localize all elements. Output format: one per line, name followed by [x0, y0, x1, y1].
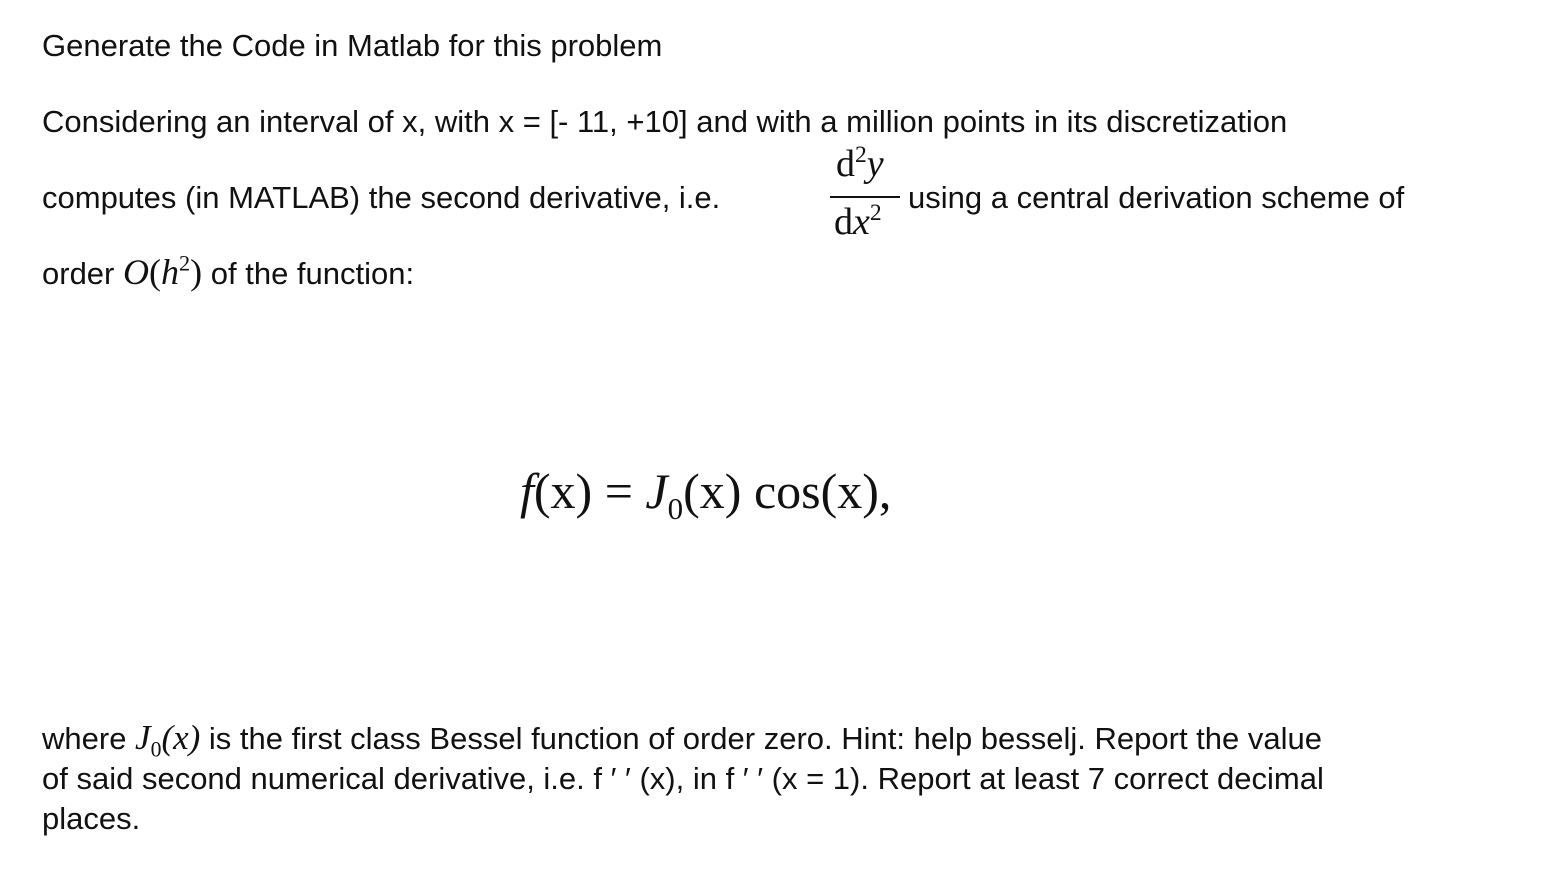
where-suffix: is the first class Bessel function of order zero. Hint: help besselj. Report the value: [200, 721, 1323, 756]
explanation-row-1: [42, 718, 1532, 762]
equation-bessel-order: 0: [667, 490, 684, 526]
inline-bessel-order: 0: [150, 737, 162, 762]
numerator-variable: y: [866, 143, 884, 185]
explanation-row-3: places.: [42, 801, 141, 836]
explanation-paragraph: [42, 718, 1532, 839]
inline-bessel-j: J: [135, 718, 151, 757]
equation-cos: cos: [741, 463, 821, 519]
equation-equals: =: [592, 463, 646, 519]
order-exponent: 2: [178, 250, 191, 276]
problem-title: Generate the Code in Matlab for this problem: [42, 28, 663, 63]
explanation-row-2: of said second numerical derivative, i.e. f ′ ′ (x), in f ′ ′ (x = 1). Report at least 7 correct decimal: [42, 761, 1324, 796]
second-derivative-fraction: [830, 142, 900, 248]
order-line: [42, 250, 415, 292]
inline-bessel: [135, 718, 201, 762]
order-close-paren: ): [190, 252, 203, 292]
computes-line-prefix: computes (in MATLAB) the second derivative, i.e.: [42, 180, 721, 215]
equation-bessel-j: J: [645, 463, 668, 519]
denominator-d: d: [834, 201, 853, 243]
equation-lhs-args: (x): [533, 463, 593, 519]
numerator-d: d: [836, 143, 855, 185]
denominator-exponent: 2: [869, 199, 882, 226]
computes-line-suffix: using a central derivation scheme of: [908, 180, 1405, 215]
order-suffix: of the function:: [202, 256, 415, 291]
order-notation: [123, 252, 202, 292]
fraction-bar: [830, 196, 900, 198]
order-prefix: order: [42, 256, 123, 291]
function-equation: [520, 463, 892, 526]
denominator-variable: x: [853, 201, 870, 243]
order-open-paren: (: [148, 252, 161, 292]
intro-line: Considering an interval of x, with x = [- 11, +10] and with a million points in its discretization: [42, 104, 1288, 139]
big-o: O: [122, 252, 149, 292]
equation-bessel-args: (x): [683, 463, 742, 519]
equation-f: f: [520, 463, 534, 519]
inline-bessel-args: (x): [161, 718, 201, 757]
fraction-numerator: [836, 142, 884, 186]
equation-cos-args: (x),: [820, 463, 892, 519]
order-h: h: [160, 252, 179, 292]
fraction-denominator: [834, 200, 882, 244]
numerator-exponent: 2: [855, 141, 867, 168]
where-prefix: where: [42, 721, 136, 756]
